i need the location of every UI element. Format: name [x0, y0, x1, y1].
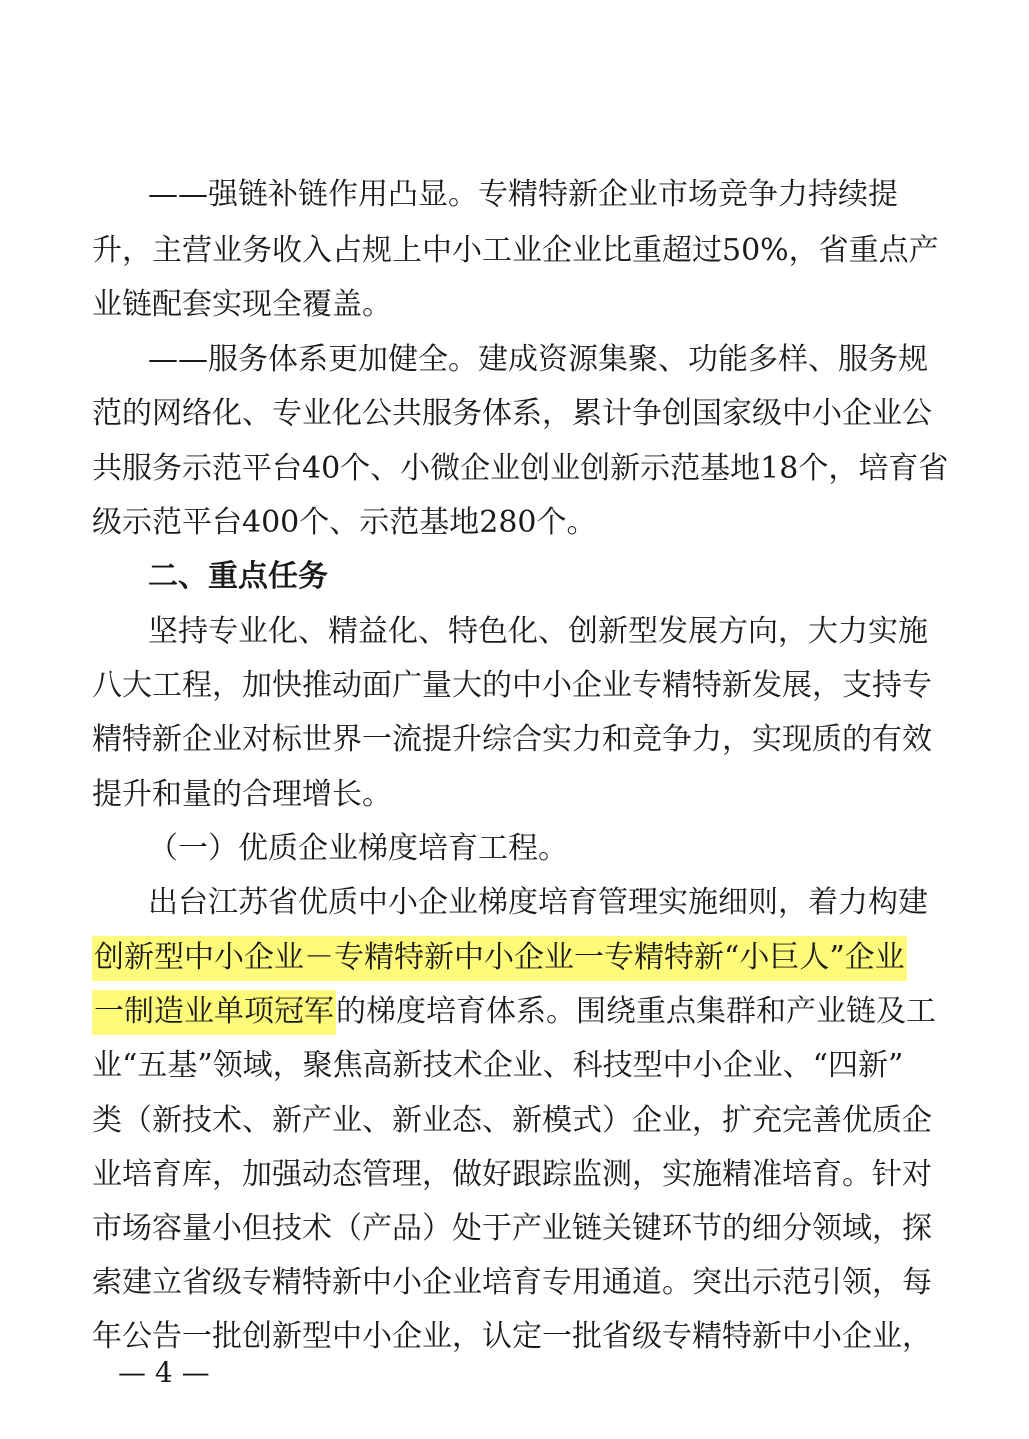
highlighted-text: 一制造业单项冠军: [92, 990, 336, 1035]
text-line: 升，主营业务收入占规上中小工业企业比重超过50%，省重点产: [92, 233, 939, 268]
subsection-heading: （一）优质企业梯度培育工程。: [148, 831, 568, 866]
text-line: 级示范平台400个、示范基地280个。: [92, 505, 597, 540]
text-line: 市场容量小但技术（产品）处于产业链关键环节的细分领域，探: [92, 1211, 932, 1246]
text-line: 出台江苏省优质中小企业梯度培育管理实施细则，着力构建: [148, 885, 928, 920]
text-line: 范的网络化、专业化公共服务体系，累计争创国家级中小企业公: [92, 396, 932, 431]
text-line: [92, 992, 936, 1032]
text-line: 精特新企业对标世界一流提升综合实力和竞争力，实现质的有效: [92, 722, 932, 757]
text-line: 业“五基”领域，聚焦高新技术企业、科技型中小企业、“四新”: [92, 1048, 904, 1083]
text-line: ——强链补链作用凸显。专精特新企业市场竞争力持续提: [148, 177, 898, 212]
section-heading: 二、重点任务: [148, 559, 328, 594]
highlighted-line: [92, 938, 905, 978]
text-line: 共服务示范平台40个、小微企业创业创新示范基地18个，培育省: [92, 451, 949, 486]
text-line: 索建立省级专精特新中小企业培育专用通道。突出示范引领，每: [92, 1265, 932, 1300]
text-line: 八大工程，加快推动面广量大的中小企业专精特新发展，支持专: [92, 668, 932, 703]
line-text: 的梯度培育体系。围绕重点集群和产业链及工: [336, 994, 936, 1029]
highlighted-text: 创新型中小企业－专精特新中小企业一专精特新“小巨人”企业: [92, 936, 907, 981]
page-number: — 4 —: [118, 1356, 210, 1389]
text-line: 类（新技术、新产业、新业态、新模式）企业，扩充完善优质企: [92, 1103, 932, 1138]
text-line: 业链配套实现全覆盖。: [92, 287, 392, 322]
text-line: 年公告一批创新型中小企业，认定一批省级专精特新中小企业，: [92, 1319, 932, 1354]
text-line: 坚持专业化、精益化、特色化、创新型发展方向，大力实施: [148, 614, 928, 649]
text-line: 提升和量的合理增长。: [92, 777, 392, 812]
text-line: ——服务体系更加健全。建成资源集聚、功能多样、服务规: [148, 342, 928, 377]
text-line: 业培育库，加强动态管理，做好跟踪监测，实施精准培育。针对: [92, 1157, 932, 1192]
